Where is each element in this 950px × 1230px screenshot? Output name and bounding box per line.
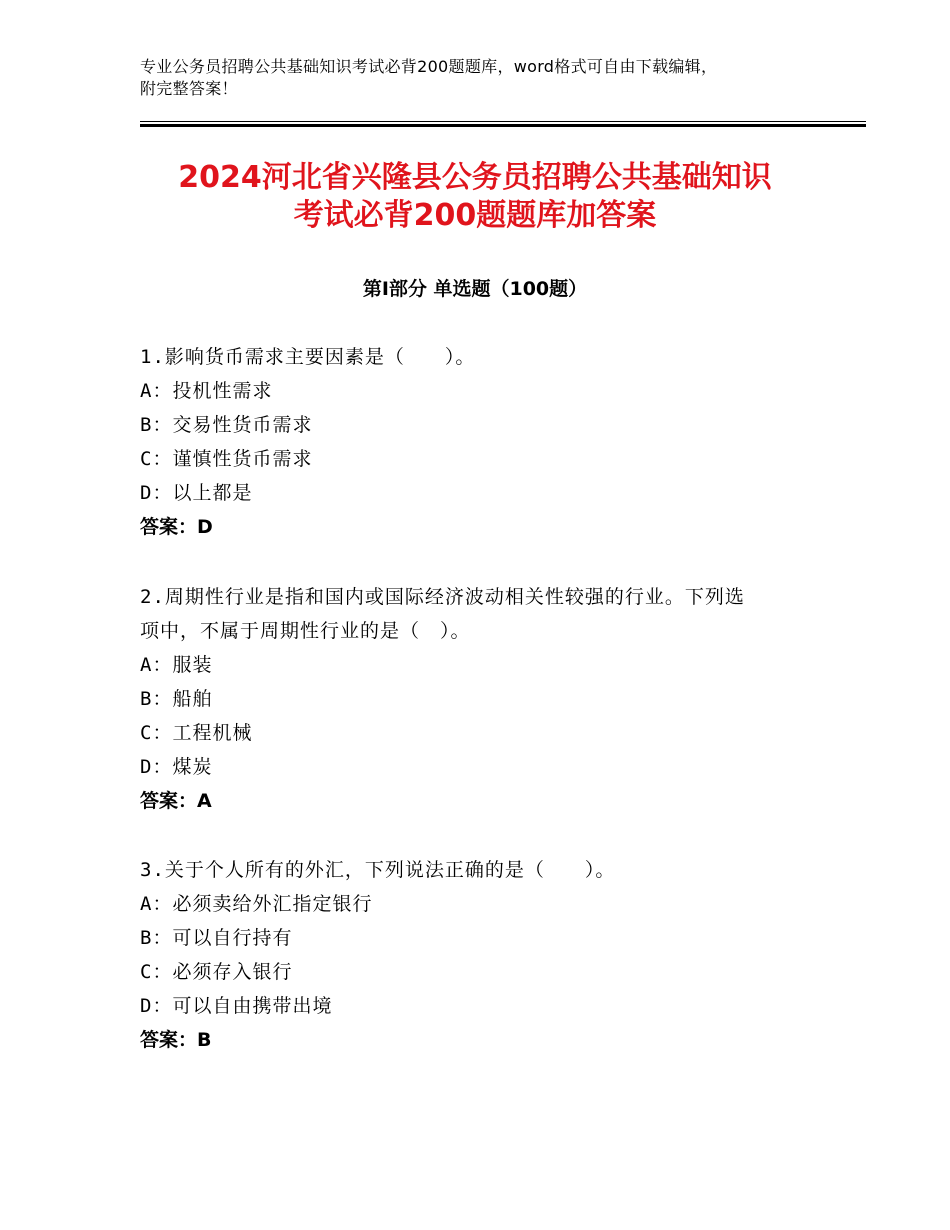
option-c: C：谨慎性货币需求 [140, 448, 313, 470]
question-stem-continued: 项中，不属于周期性行业的是（ ）。 [140, 620, 471, 642]
option-c: C：必须存入银行 [140, 961, 293, 983]
answer: 答案：D [140, 516, 213, 538]
option-c: C：工程机械 [140, 722, 253, 744]
header-note-line-1: 专业公务员招聘公共基础知识考试必背200题题库，word格式可自由下载编辑， [140, 57, 718, 76]
option-d: D：以上都是 [140, 482, 253, 504]
question-stem: 2.周期性行业是指和国内或国际经济波动相关性较强的行业。下列选 [140, 586, 745, 608]
option-a: A：服装 [140, 654, 213, 676]
option-a: A：必须卖给外汇指定银行 [140, 893, 373, 915]
section-heading: 第Ⅰ部分 单选题（100题） [362, 278, 588, 300]
option-b: B：可以自行持有 [140, 927, 293, 949]
answer: 答案：B [140, 1029, 212, 1051]
header-divider-thin [140, 121, 866, 122]
document-title-line-2: 考试必背200题题库加答案 [293, 198, 657, 233]
question-3 [140, 853, 810, 1057]
header-note [140, 56, 820, 100]
option-d: D：可以自由携带出境 [140, 995, 333, 1017]
question-2 [140, 580, 810, 818]
option-b: B：交易性货币需求 [140, 414, 313, 436]
answer: 答案：A [140, 790, 212, 812]
document-title-line-1: 2024河北省兴隆县公务员招聘公共基础知识 [178, 160, 772, 195]
question-stem: 3.关于个人所有的外汇，下列说法正确的是（ ）。 [140, 859, 616, 881]
option-d: D：煤炭 [140, 756, 213, 778]
header-note-line-2: 附完整答案！ [140, 79, 238, 98]
question-1 [140, 340, 810, 544]
question-stem: 1.影响货币需求主要因素是（ ）。 [140, 346, 476, 368]
header-divider-thick [140, 124, 866, 127]
option-a: A：投机性需求 [140, 380, 273, 402]
option-b: B：船舶 [140, 688, 213, 710]
